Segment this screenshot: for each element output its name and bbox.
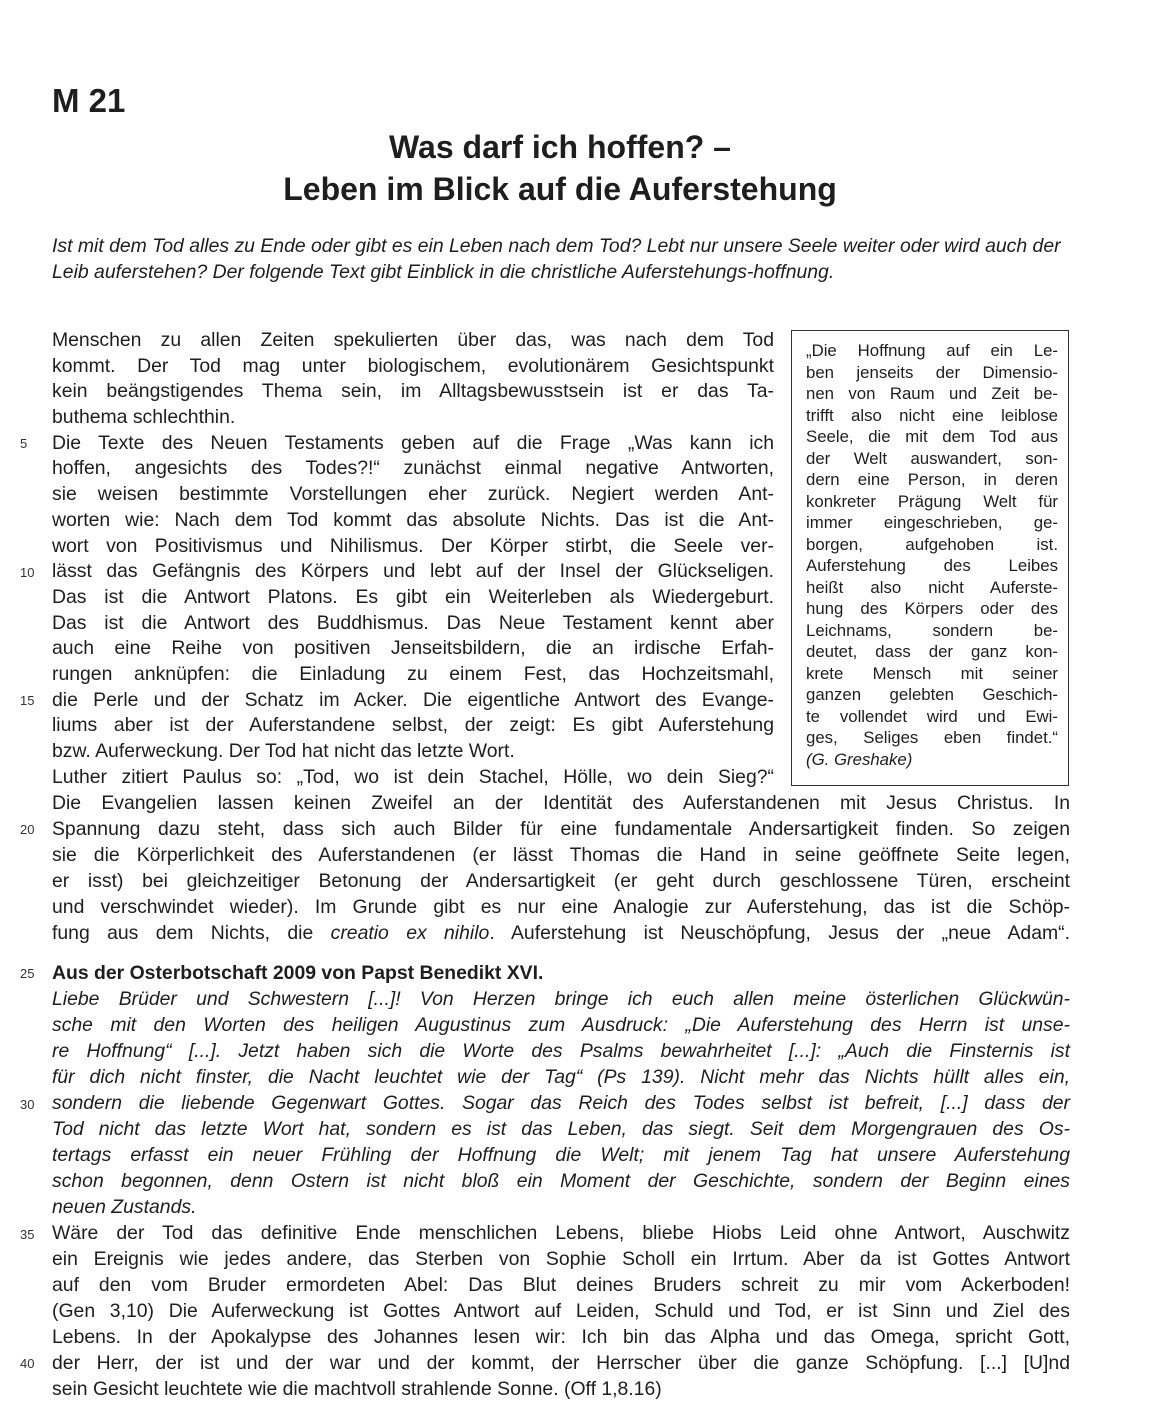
line-number-25: 25 (20, 966, 35, 981)
sidebar-line: der Welt auswandert, son- (806, 448, 1058, 468)
text-line: Luther zitiert Paulus so: „Tod, wo ist dein Stachel, Hölle, wo dein Sieg?“ (52, 766, 774, 788)
title-line-2: Leben im Blick auf die Auferstehung (283, 171, 837, 207)
text-line: Das ist die Antwort Platons. Es gibt ein Weiterleben als Wiedergeburt. (52, 586, 774, 608)
text-line: auf den vom Bruder ermordeten Abel: Das Blut deines Bruders schreit zu mir vom Ackerboden! (52, 1274, 1070, 1296)
text-line: wort von Positivismus und Nihilismus. Der Körper stirbt, die Seele ver- (52, 535, 774, 557)
text-line: Die Texte des Neuen Testaments geben auf die Frage „Was kann ich (52, 432, 774, 454)
line-number-30: 30 (20, 1097, 35, 1112)
quote-line: tertags erfasst ein neuer Frühling der Hoffnung die Welt; mit jenem Tag hat unsere Auferstehung (52, 1144, 1070, 1166)
title-line-1: Was darf ich hoffen? – (389, 129, 731, 165)
sidebar-line: heißt also nicht Auferste- (806, 577, 1058, 597)
sidebar-line: konkreter Prägung Welt für (806, 491, 1058, 511)
quote-line: sondern die liebende Gegenwart Gottes. Sogar das Reich des Todes selbst ist befreit, [...] dass der (52, 1092, 1070, 1114)
line-number-35: 35 (20, 1227, 35, 1242)
sidebar-line: krete Mensch mit seiner (806, 663, 1058, 683)
sidebar-line: trifft also nicht eine leiblose (806, 405, 1058, 425)
text-line: und verschwindet wieder). Im Grunde gibt es nur eine Analogie zur Auferstehung, das ist die Schöp- (52, 896, 1070, 918)
text-line: Menschen zu allen Zeiten spekulierten über das, was nach dem Tod (52, 329, 774, 351)
quote-line: sche mit den Worten des heiligen Augustinus zum Ausdruck: „Die Auferstehung des Herrn ist unse- (52, 1014, 1070, 1036)
line-number-20: 20 (20, 822, 35, 837)
line-number-15: 15 (20, 693, 35, 708)
text-line: Spannung dazu steht, dass sich auch Bilder für eine fundamentale Andersartigkeit finden. So zeigen (52, 818, 1070, 840)
text-line: rungen anknüpfen: die Einladung zu einem Fest, das Hochzeitsmahl, (52, 663, 774, 685)
text-line: auch eine Reihe von positiven Jenseitsbildern, die an irdische Erfah- (52, 637, 774, 659)
text-line: liums aber ist der Auferstandene selbst, der zeigt: Es gibt Auferstehung (52, 714, 774, 736)
section-heading: Aus der Osterbotschaft 2009 von Papst Benedikt XVI. (52, 962, 544, 984)
sidebar-line: nen von Raum und Zeit be- (806, 384, 1058, 403)
line-number-40: 40 (20, 1356, 35, 1371)
sidebar-line: dern eine Person, in deren (806, 470, 1058, 489)
sidebar-line: ganzen gelebten Geschich- (806, 685, 1058, 704)
text-line: Wäre der Tod das definitive Ende menschlichen Lebens, bliebe Hiobs Leid ohne Antwort, Auschwitz (52, 1222, 1070, 1244)
quote-line: Liebe Brüder und Schwestern [...]! Von Herzen bringe ich euch allen meine österlichen Glückwün- (52, 988, 1070, 1010)
text-line: die Perle und der Schatz im Acker. Die eigentliche Antwort des Evange- (52, 689, 774, 711)
text-line (52, 921, 1070, 947)
text-line: (Gen 3,10) Die Auferweckung ist Gottes Antwort auf Leiden, Schuld und Tod, er ist Sinn und Ziel des (52, 1300, 1070, 1322)
sidebar-line: Leichnams, sondern be- (806, 620, 1058, 640)
text-line: sein Gesicht leuchtete wie die machtvoll strahlende Sonne. (Off 1,8.16) (52, 1378, 662, 1400)
text-line: lässt das Gefängnis des Körpers und lebt auf der Insel der Glückseligen. (52, 560, 774, 582)
sidebar-line: deutet, dass der ganz kon- (806, 642, 1058, 661)
text-line: ein Ereignis wie jedes andere, das Sterben von Sophie Scholl ein Irrtum. Aber da ist Gottes Antwort (52, 1248, 1070, 1270)
text-line: er isst) bei gleichzeitiger Betonung der Andersartigkeit (er geht durch geschlossene Türen, erscheint (52, 870, 1070, 892)
text-line: Das ist die Antwort des Buddhismus. Das Neue Testament kennt aber (52, 612, 774, 634)
quote-line: schon begonnen, denn Ostern ist nicht bloß ein Moment der Geschichte, sondern der Beginn eines (52, 1170, 1070, 1192)
text-line: Die Evangelien lassen keinen Zweifel an der Identität des Auferstandenen mit Jesus Christus. In (52, 792, 1070, 814)
quote-line: neuen Zustands. (52, 1196, 197, 1218)
quote-line: Tod nicht das letzte Wort hat, sondern es ist das Leben, das siegt. Seit dem Morgengrauen des Os- (52, 1118, 1070, 1140)
text-segment: . Auferstehung ist Neuschöpfung, Jesus der „neue Adam“. (489, 922, 1070, 944)
latin-term: creatio ex nihilo (330, 922, 490, 944)
sidebar-line: borgen, aufgehoben ist. (806, 534, 1058, 554)
text-segment: fung aus dem Nichts, die (52, 922, 331, 944)
text-line: hoffen, angesichts des Todes?!“ zunächst einmal negative Antworten, (52, 457, 774, 479)
sidebar-attribution: (G. Greshake) (806, 749, 913, 769)
sidebar-line: ges, Seliges eben findet.“ (806, 728, 1058, 747)
line-number-10: 10 (20, 565, 35, 580)
sidebar-line: Seele, die mit dem Tod aus (806, 427, 1058, 446)
text-line: bzw. Auferweckung. Der Tod hat nicht das letzte Wort. (52, 740, 515, 762)
quote-line: für dich nicht finster, die Nacht leuchtet wie der Tag“ (Ps 139). Nicht mehr das Nichts hüllt alles ein, (52, 1066, 1070, 1088)
text-line: kein beängstigendes Thema sein, im Alltagsbewusstsein ist er das Ta- (52, 380, 774, 402)
page-title (0, 126, 1120, 210)
sidebar-line: Auferstehung des Leibes (806, 556, 1058, 575)
quote-line: re Hoffnung“ [...]. Jetzt haben sich die Worte des Psalms bewahrheitet [...]: „Auch die Finsternis ist (52, 1040, 1070, 1062)
text-line: kommt. Der Tod mag unter biologischem, evolutionärem Gesichtspunkt (52, 355, 774, 377)
sidebar-line: „Die Hoffnung auf ein Le- (806, 341, 1058, 360)
text-line: buthema schlechthin. (52, 406, 236, 428)
sidebar-line: te vollendet wird und Ewi- (806, 706, 1058, 726)
intro-paragraph: Ist mit dem Tod alles zu Ende oder gibt es ein Leben nach dem Tod? Lebt nur unsere Seele weiter oder wird auch der Leib auferstehen? Der folgende Text gibt Einblick in die christliche Auferstehungs-hoffnung. (52, 235, 1061, 283)
sidebar-line: immer eingeschrieben, ge- (806, 513, 1058, 532)
material-label: M 21 (52, 82, 126, 119)
text-line: Lebens. In der Apokalypse des Johannes lesen wir: Ich bin das Alpha und das Omega, spricht Gott, (52, 1326, 1070, 1348)
text-line: sie weisen bestimmte Vorstellungen eher zurück. Negiert werden Ant- (52, 483, 774, 505)
text-line: der Herr, der ist und der war und der kommt, der Herrscher über die ganze Schöpfung. [...] [U]nd (52, 1352, 1070, 1374)
line-number-5: 5 (20, 436, 28, 451)
text-line: worten wie: Nach dem Tod kommt das absolute Nichts. Das ist die Ant- (52, 509, 774, 531)
text-line: sie die Körperlichkeit des Auferstandenen (er lässt Thomas die Hand in seine geöffnete Seite legen, (52, 844, 1070, 866)
sidebar-line: ben jenseits der Dimensio- (806, 362, 1058, 382)
sidebar-line: hung des Körpers oder des (806, 599, 1058, 618)
